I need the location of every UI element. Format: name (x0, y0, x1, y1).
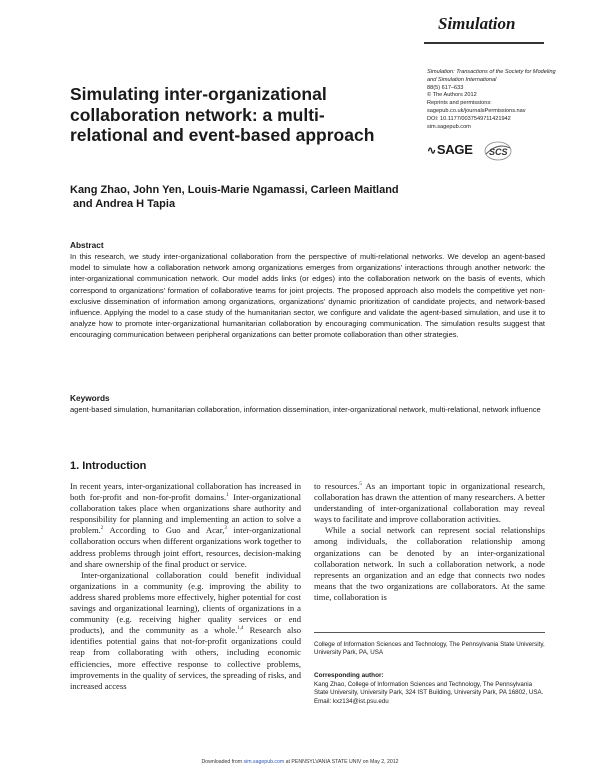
citation-ref: 1,4 (237, 626, 244, 632)
footnote-affiliation: College of Information Sciences and Technology, The Pennsylvania State University, University Park, PA, USA (314, 641, 545, 657)
download-link[interactable]: sim.sagepub.com (243, 759, 285, 765)
citation-ref: 2 (100, 526, 104, 532)
paragraph: Inter-organizational collaboration could benefit individual organizations in a community (e.g. improving the ability to address shared problems more effectively, higher potential for cost savings and organizational learning), clients of organizations in a community (e.g. receiving higher quality services or end products), and the community as a whole.$^{1,4}$ Research also identifies potential gains that not-for-profit organizations could reap from collaborating with others, including economic efficiencies, more effective response to collective problems, improvements in the quality of services, the spreading of risks, and increased access (70, 569, 301, 691)
corresponding-author-heading: Corresponding author: (314, 672, 384, 679)
paragraph: to resources.$^5$ As an important topic in organizational research, collaboration has drawn the attention of many researchers. A better understanding of inter-organizational collaboration may reveal ways to facilitate and improve collaboration activities. (314, 481, 545, 525)
abstract-text: In this research, we study inter-organizational collaboration from the perspective of multi-relational networks. We develop an agent-based model to simulate how a collaboration network among organizations emerges from organizations' interactions through another network: the inter-organizational communication network. Our model adds links (or edges) into the collaboration network on the basis of events, which correspond to organizations' formation of collaborative teams for joint projects. The proposed approach also models the competitive yet non-exclusive dissemination of information among organizations, organizations' dynamic prioritization of candidate projects, and network-based influence. Applying the model to a case study of the humanitarian sector, we configure and validate the agent-based simulation, and use it to analyze how to promote inter-organizational humanitarian collaboration by encouraging communication. The simulation results suggest that encouraging communication between peripheral organizations can better promote collaboration than other strategies. (70, 252, 545, 340)
reprints-label: Reprints and permissions: (427, 100, 492, 107)
reprints-url[interactable]: sagepub.co.uk/journalsPermissions.nav (427, 107, 526, 114)
section-heading-introduction: 1. Introduction (70, 460, 147, 472)
paragraph: While a social network can represent social relationships among individuals, the collaboration relationship among organizations can be denoted by an inter-organizational collaboration network. In such a collaboration network, a node represents an organization and an edge that connects two nodes means that the two organizations are collaborators. At the same time, collaboration is (314, 525, 545, 602)
paragraph: In recent years, inter-organizational collaboration has increased in both for-profit and non-for-profit domains.$^1$ Inter-organizational collaboration takes place when organizations share authority and responsibility for planning and implementing an action to solve a problem.$^2$ According to Guo and Acar,$^3$ inter-organizational collaboration occurs when different organizations work together to address problems through joint effort, resources, decision-making and share ownership of the final product or service. (70, 481, 301, 569)
scs-logo-text: SCS (489, 147, 508, 157)
journal-metadata (427, 69, 557, 131)
citation-ref: 5 (359, 482, 362, 488)
article-title: Simulating inter-organizational collaboration network: a multi-relational and event-based approach (70, 84, 375, 145)
authors-line-2: and Andrea H Tapia (73, 198, 176, 210)
publisher-logos (427, 140, 557, 162)
body-column-right (314, 481, 545, 603)
sage-swirl-icon: ∿ (427, 145, 436, 157)
journal-full-title: Simulation: Transactions of the Society for Modeling and Simulation International (427, 69, 556, 83)
body-column-left (70, 481, 301, 692)
journal-site[interactable]: sim.sagepub.com (427, 123, 471, 130)
doi: DOI: 10.1177/0037549711421942 (427, 115, 511, 122)
corresponding-author-details (314, 681, 545, 706)
journal-name: Simulation (438, 14, 516, 33)
authors-line-1: Kang Zhao, John Yen, Louis-Marie Ngamassi, Carleen Maitland (70, 184, 399, 196)
journal-rule (424, 42, 544, 44)
authors (70, 183, 440, 211)
keywords-text: agent-based simulation, humanitarian collaboration, information dissemination, inter-organizational network, multi-relational, network influence (70, 405, 541, 414)
footnote-divider (314, 632, 545, 633)
corresponding-author-email[interactable]: Email: kxz134@ist.psu.edu (314, 697, 389, 705)
citation-ref: 3 (224, 526, 227, 532)
scs-society-logo-icon (483, 140, 513, 162)
download-footer: Downloaded from sim.sagepub.com at PENNSYLVANIA STATE UNIV on May 2, 2012 (201, 759, 399, 765)
sage-logo: ∿SAGE (427, 142, 473, 157)
abstract-heading: Abstract (70, 240, 104, 250)
citation-ref: 1 (226, 493, 229, 499)
keywords-heading: Keywords (70, 393, 110, 403)
volume-pages: 88(5) 617–633 (427, 84, 464, 91)
corresponding-author-address: Kang Zhao, College of Information Sciences and Technology, The Pennsylvania State University, University Park, 324 IST Building, University Park, PA 16802, USA. (314, 681, 544, 697)
copyright: © The Authors 2012 (427, 92, 477, 99)
